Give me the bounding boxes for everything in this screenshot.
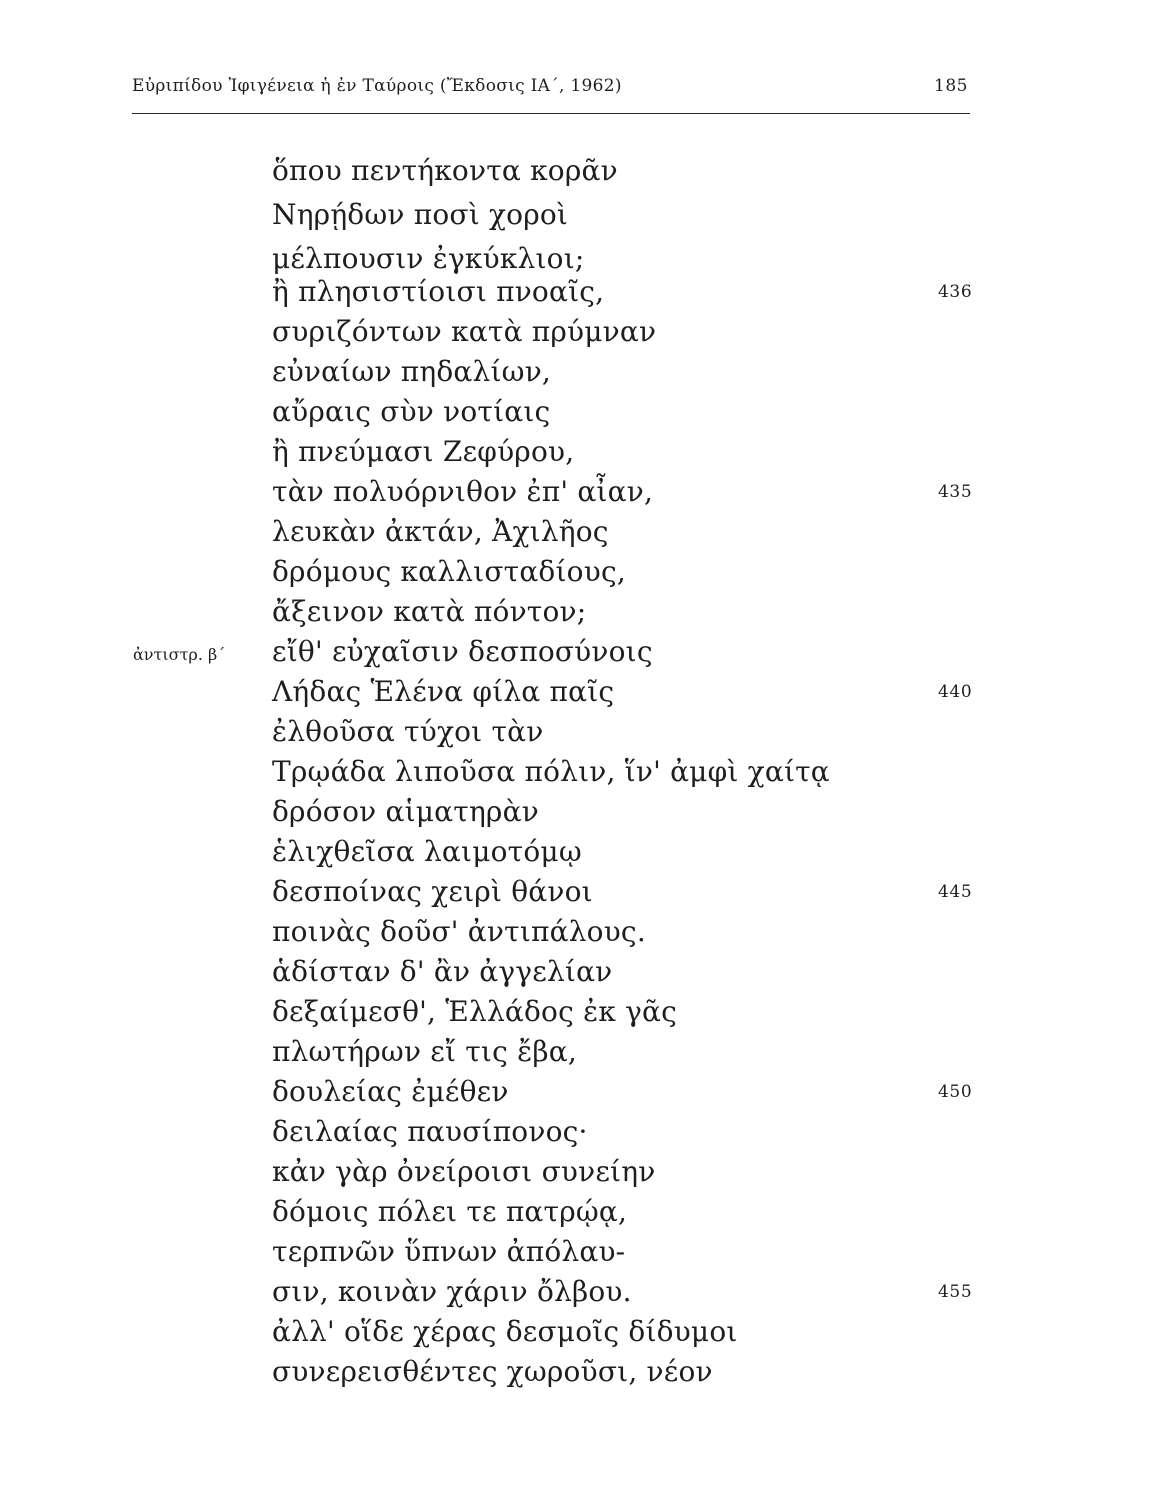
line-number: 435 (938, 482, 973, 502)
verse-line: τερπνῶν ὕπνων ἀπόλαυ- (272, 1235, 626, 1268)
verse-line: δειλαίας παυσίπονος· (272, 1115, 588, 1148)
verse-line: ἐλθοῦσα τύχοι τὰν (272, 715, 544, 748)
line-number: 450 (938, 1082, 973, 1102)
verse-line: ἑλιχθεῖσα λαιμοτόμῳ (272, 835, 582, 868)
verse-line: δρόσον αἱματηρὰν (272, 795, 539, 828)
verse-line: εἴθ' εὐχαῖσιν δεσποσύνοις (272, 635, 653, 668)
verse-line: ἄξεινον κατὰ πόντον; (272, 595, 587, 628)
verse-line: δρόμους καλλισταδίους, (272, 555, 626, 588)
verse-line: συνερεισθέντες χωροῦσι, νέον (272, 1355, 713, 1388)
verse-line: Λήδας Ἑλένα φίλα παῖς (272, 675, 615, 708)
verse-line: αὔραις σὺν νοτίαις (272, 395, 551, 428)
line-number: 436 (938, 282, 973, 302)
verse-line: Τρῳάδα λιποῦσα πόλιν, ἵν' ἀμφὶ χαίτᾳ (272, 755, 830, 788)
line-number: 440 (938, 682, 973, 702)
verse-line: τὰν πολυόρνιθον ἐπ' αἶαν, (272, 475, 654, 508)
verse-line: ἢ πλησιστίοισι πνοαῖς, (272, 275, 605, 308)
verse-line: ἀλλ' οἵδε χέρας δεσμοῖς δίδυμοι (272, 1315, 738, 1348)
verse-line: εὐναίων πηδαλίων, (272, 355, 552, 388)
verse-line: δεξαίμεσθ', Ἑλλάδος ἐκ γᾶς (272, 995, 678, 1028)
verse-line: μέλπουσιν ἐγκύκλιοι; (272, 242, 585, 275)
running-title: Εὐριπίδου Ἰφιγένεια ἡ ἐν Ταύροις (Ἔκδοσις ΙΑ΄, 1962) (132, 76, 622, 96)
line-number: 445 (938, 882, 973, 902)
verse-line: δουλείας ἐμέθεν (272, 1075, 509, 1108)
verse-line: λευκὰν ἀκτάν, Ἀχιλῆος (272, 515, 609, 548)
strophe-label: ἀντιστρ. β΄ (133, 645, 226, 664)
page-number: 185 (934, 76, 968, 96)
verse-line: κἀν γὰρ ὀνείροισι συνείην (272, 1155, 656, 1188)
verse-line: ἁδίσταν δ' ἂν ἀγγελίαν (272, 955, 613, 988)
verse-line: συριζόντων κατὰ πρύμναν (272, 315, 657, 348)
verse-line: πλωτήρων εἴ τις ἔβα, (272, 1035, 577, 1068)
verse-line: ἢ πνεύμασι Ζεφύρου, (272, 435, 575, 468)
verse-line: δεσποίνας χειρὶ θάνοι (272, 875, 593, 908)
verse-line: ποινὰς δοῦσ' ἀντιπάλους. (272, 915, 646, 948)
verse-line: ὅπου πεντήκοντα κορᾶν (272, 154, 618, 187)
verse-line: Νηρῄδων ποσὶ χοροὶ (272, 198, 569, 231)
verse-line: σιν, κοινὰν χάριν ὄλβου. (272, 1275, 632, 1308)
verse-line: δόμοις πόλει τε πατρῴᾳ, (272, 1195, 628, 1228)
line-number: 455 (938, 1282, 973, 1302)
